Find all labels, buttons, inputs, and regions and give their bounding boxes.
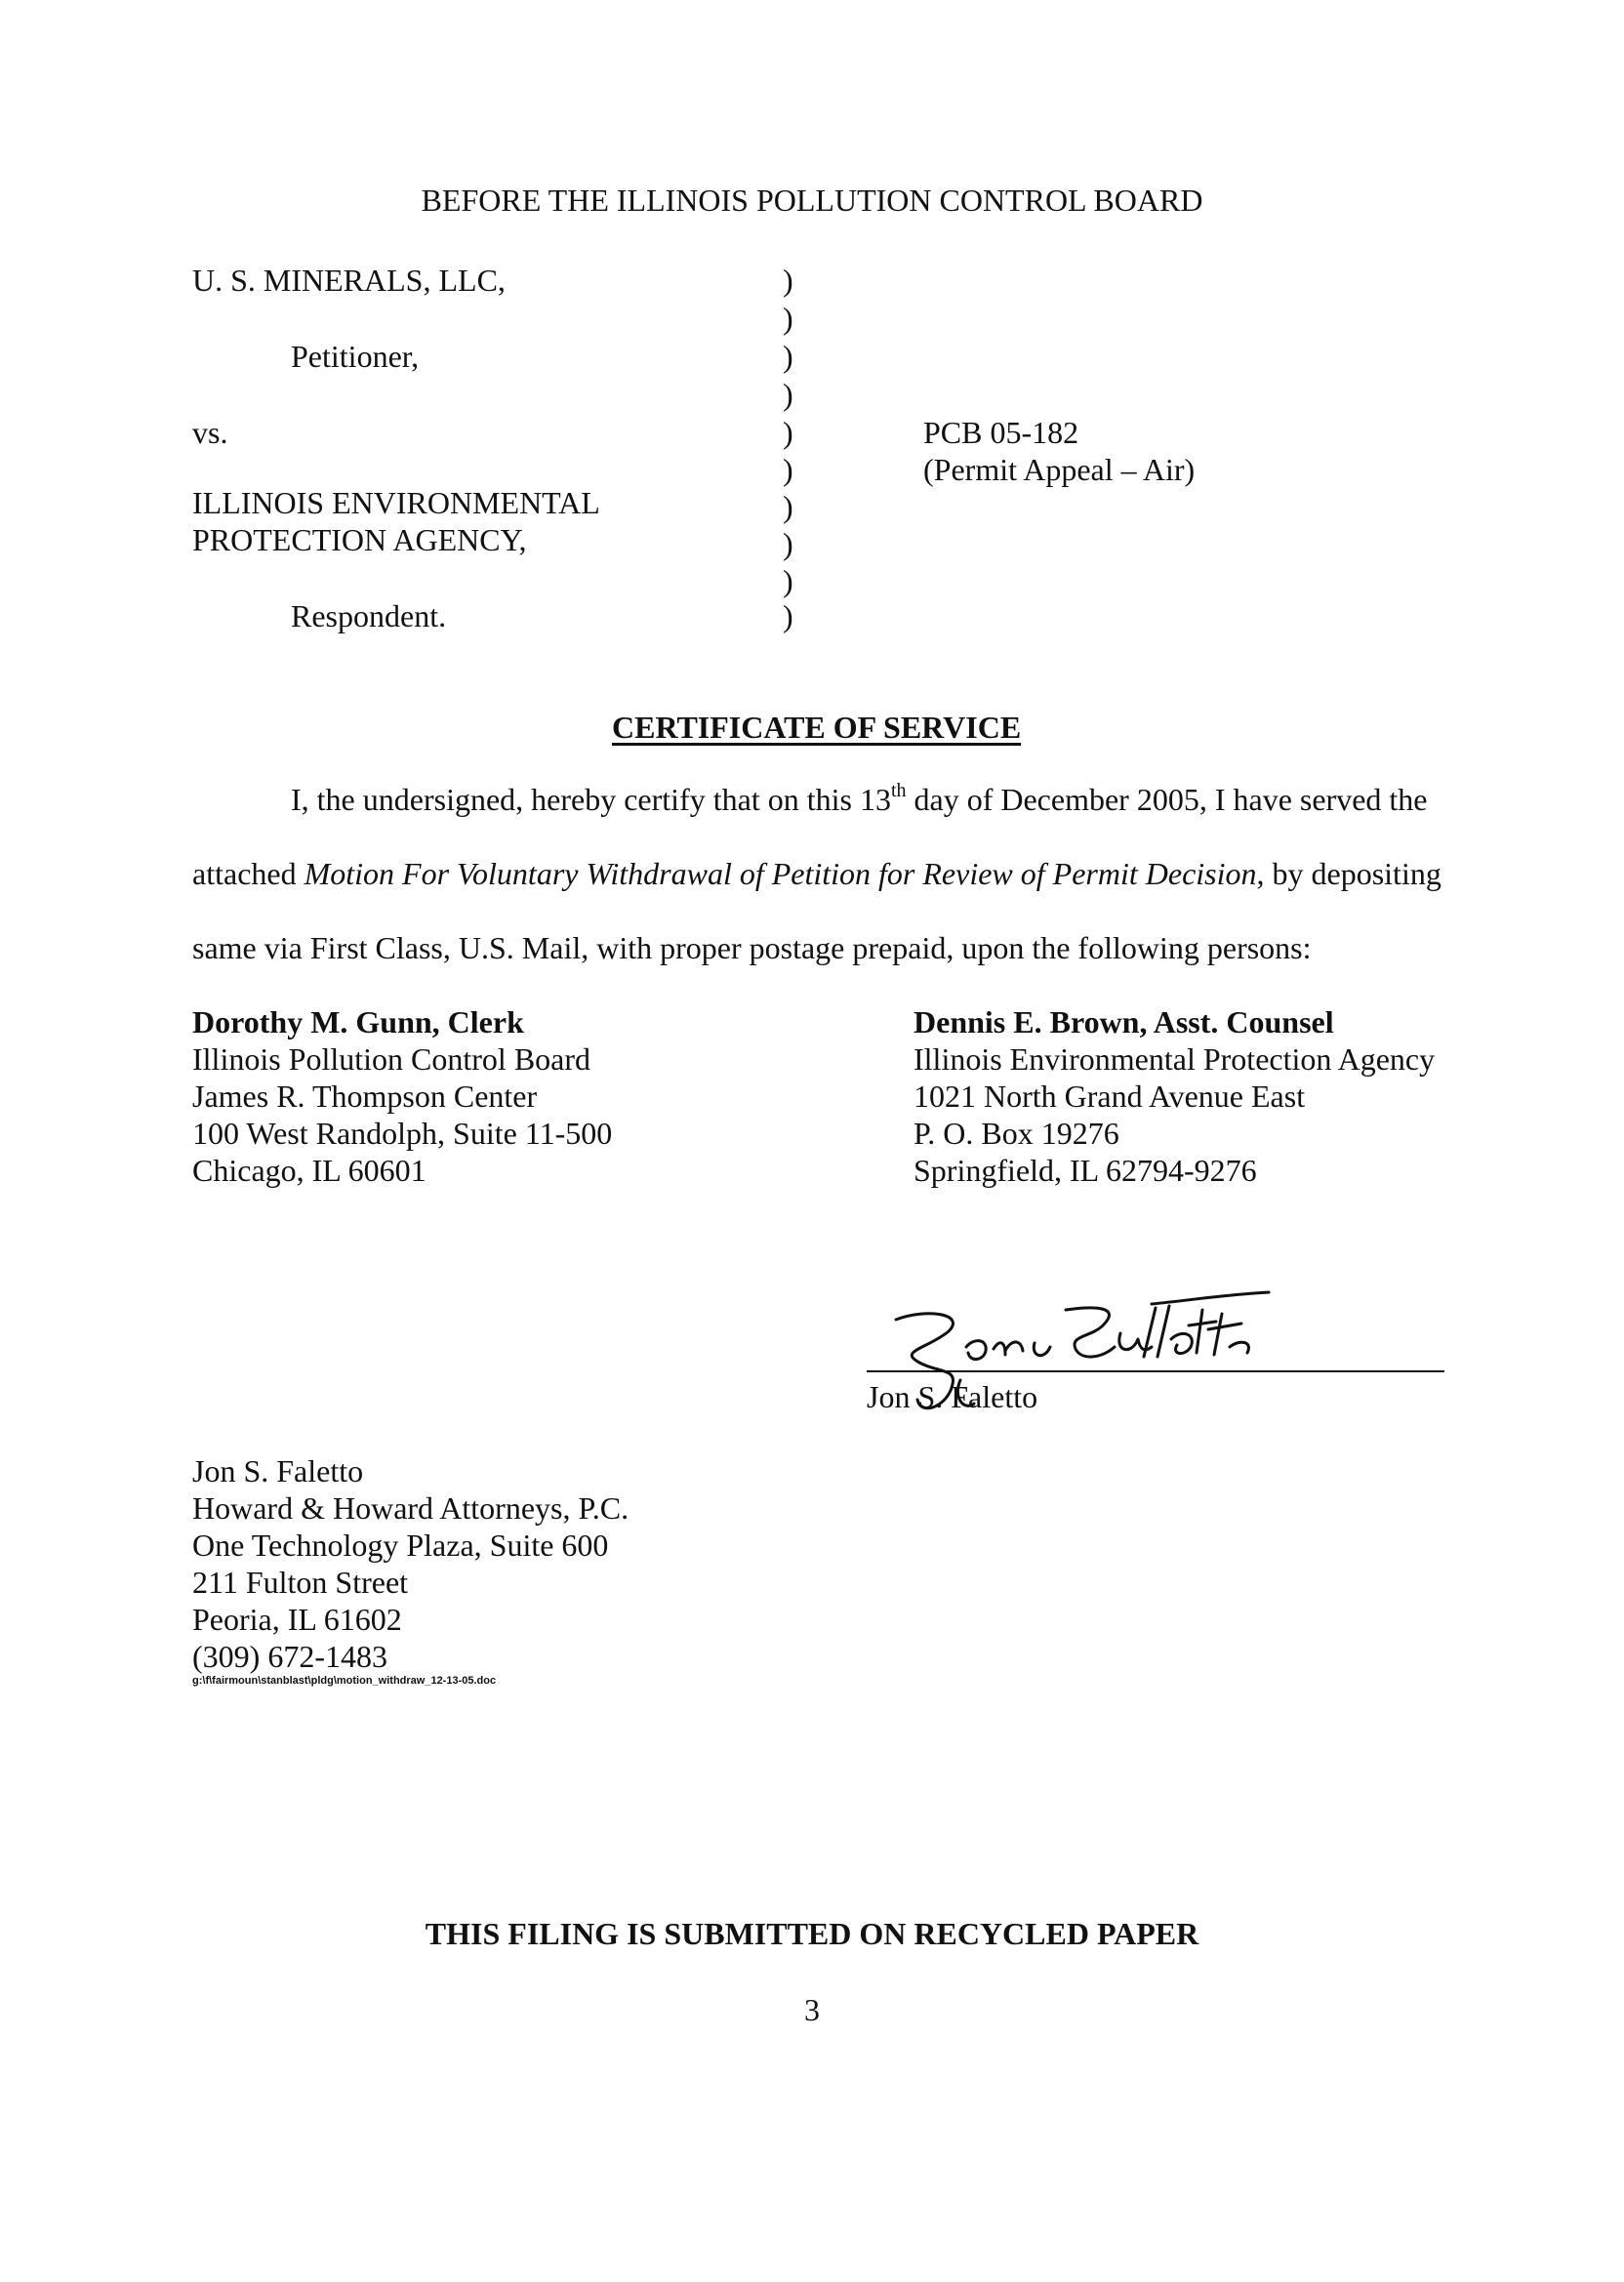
sender-address-line: One Technology Plaza, Suite 600: [192, 1528, 609, 1563]
certificate-text: , by depositing: [1256, 856, 1441, 891]
sender-address-line: Peoria, IL 61602: [192, 1602, 402, 1637]
document-title: Motion For Voluntary Withdrawal of Petition for Review of Permit Decision: [304, 856, 1257, 891]
caption-paren: ): [783, 489, 793, 524]
recipient-name: Dennis E. Brown, Asst. Counsel: [914, 1004, 1334, 1039]
caption-paren: ): [783, 526, 793, 561]
sender-address-block: [192, 1452, 629, 1675]
respondent-role: Respondent.: [291, 598, 447, 633]
sender-address-line: Howard & Howard Attorneys, P.C.: [192, 1490, 629, 1526]
ordinal-suffix: th: [890, 780, 907, 801]
sender-address-line: Jon S. Faletto: [192, 1453, 364, 1488]
certificate-text: attached: [192, 856, 304, 891]
signature-line: [867, 1370, 1444, 1372]
recipient-address-line: Chicago, IL 60601: [192, 1153, 426, 1188]
certificate-text: I, the undersigned, hereby certify that on this 13: [291, 782, 891, 817]
recycled-paper-notice: THIS FILING IS SUBMITTED ON RECYCLED PAPER: [425, 1916, 1199, 1951]
case-number: PCB 05-182: [923, 415, 1079, 450]
recipient-block-left: [192, 1003, 612, 1189]
petitioner-role: Petitioner,: [291, 339, 420, 374]
caption-paren: ): [783, 415, 793, 450]
certificate-text: day of December 2005, I have served the: [906, 782, 1428, 817]
recipient-address-line: P. O. Box 19276: [914, 1116, 1119, 1151]
caption-paren: ): [783, 339, 793, 374]
sender-address-line: (309) 672-1483: [192, 1639, 387, 1674]
recipient-address-line: 100 West Randolph, Suite 11-500: [192, 1116, 613, 1151]
page-number: 3: [804, 1992, 820, 2027]
signer-printed-name: Jon S. Faletto: [867, 1379, 1038, 1414]
certificate-line-2: [192, 855, 1441, 892]
versus-label: vs.: [192, 415, 228, 450]
sender-address-line: 211 Fulton Street: [192, 1565, 409, 1600]
court-header: BEFORE THE ILLINOIS POLLUTION CONTROL BOARD: [421, 183, 1203, 218]
caption-paren: ): [783, 598, 793, 633]
caption-paren: ): [783, 301, 793, 336]
certificate-line-1: [291, 781, 1428, 818]
caption-paren: ): [783, 452, 793, 487]
file-path: g:\f\fairmoun\stanblast\pldg\motion_withdraw_12-13-05.doc: [192, 1675, 497, 1687]
recipient-address-line: James R. Thompson Center: [192, 1079, 538, 1114]
recipient-address-line: Illinois Environmental Protection Agency: [914, 1041, 1436, 1077]
certificate-title: CERTIFICATE OF SERVICE: [612, 710, 1022, 745]
respondent-name-line1: ILLINOIS ENVIRONMENTAL: [192, 485, 600, 520]
recipient-address-line: 1021 North Grand Avenue East: [914, 1079, 1306, 1114]
respondent-name-line2: PROTECTION AGENCY,: [192, 522, 527, 557]
caption-paren: ): [783, 263, 793, 298]
recipient-block-right: [914, 1003, 1435, 1189]
caption-paren: ): [783, 377, 793, 412]
certificate-line-3: same via First Class, U.S. Mail, with proper postage prepaid, upon the following persons:: [192, 930, 1312, 965]
recipient-address-line: Illinois Pollution Control Board: [192, 1041, 591, 1077]
petitioner-name: U. S. MINERALS, LLC,: [192, 263, 506, 298]
case-type: (Permit Appeal – Air): [923, 452, 1196, 487]
recipient-address-line: Springfield, IL 62794-9276: [914, 1153, 1257, 1188]
caption-paren: ): [783, 563, 793, 598]
recipient-name: Dorothy M. Gunn, Clerk: [192, 1004, 524, 1039]
